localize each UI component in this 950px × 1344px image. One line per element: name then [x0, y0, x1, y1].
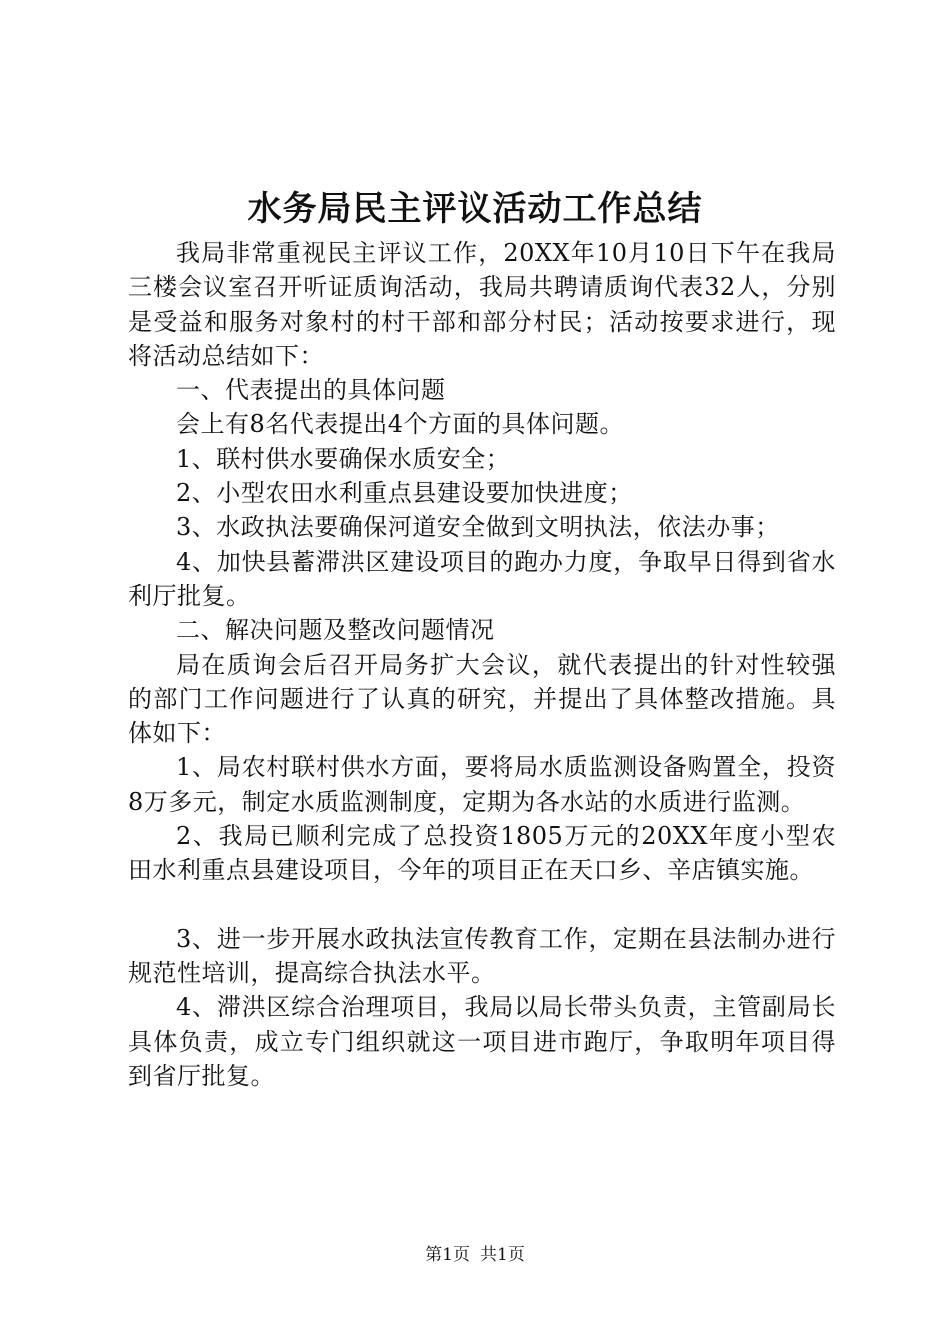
page-number: 第1页	[425, 1245, 470, 1265]
page-total: 共1页	[480, 1245, 525, 1265]
document-body	[128, 236, 836, 1093]
page-footer	[0, 1244, 950, 1266]
list-item-measure-1: 1、局农村联村供水方面，要将局水质监测设备购置全，投资8万多元，制定水质监测制度，定期为各水站的水质进行监测。	[128, 753, 836, 816]
document-title: 水务局民主评议活动工作总结	[247, 189, 703, 229]
list-item-issue-3: 3、水政执法要确保河道安全做到文明执法，依法办事；	[176, 513, 780, 542]
list-item-issue-2: 2、小型农田水利重点县建设要加快进度；	[176, 479, 633, 508]
section-heading-1: 一、代表提出的具体问题	[176, 376, 446, 405]
paragraph-summary: 会上有8名代表提出4个方面的具体问题。	[176, 410, 625, 439]
paragraph-measures-intro: 局在质询会后召开局务扩大会议，就代表提出的针对性较强的部门工作问题进行了认真的研究，并提出了具体整改措施。具体如下：	[128, 650, 836, 748]
list-item-issue-1: 1、联村供水要确保水质安全；	[176, 444, 511, 473]
section-heading-2: 二、解决问题及整改问题情况	[176, 616, 495, 645]
paragraph-intro: 我局非常重视民主评议工作，20XX年10月10日下午在我局三楼会议室召开听证质询活动，我局共聘请质询代表32人，分别是受益和服务对象村的村干部和部分村民；活动按要求进行，现将活动总结如下：	[128, 239, 836, 370]
list-item-issue-4: 4、加快县蓄滞洪区建设项目的跑办力度，争取早日得到省水利厅批复。	[128, 547, 836, 610]
list-item-measure-2: 2、我局已顺利完成了总投资1805万元的20XX年度小型农田水利重点县建设项目，今年的项目正在天口乡、辛店镇实施。	[128, 822, 836, 885]
list-item-measure-3: 3、进一步开展水政执法宣传教育工作，定期在县法制办进行规范性培训，提高综合执法水平。	[128, 924, 836, 987]
list-item-measure-4: 4、滞洪区综合治理项目，我局以局长带头负责，主管副局长具体负责，成立专门组织就这一项目进市跑厅，争取明年项目得到省厅批复。	[128, 993, 836, 1090]
